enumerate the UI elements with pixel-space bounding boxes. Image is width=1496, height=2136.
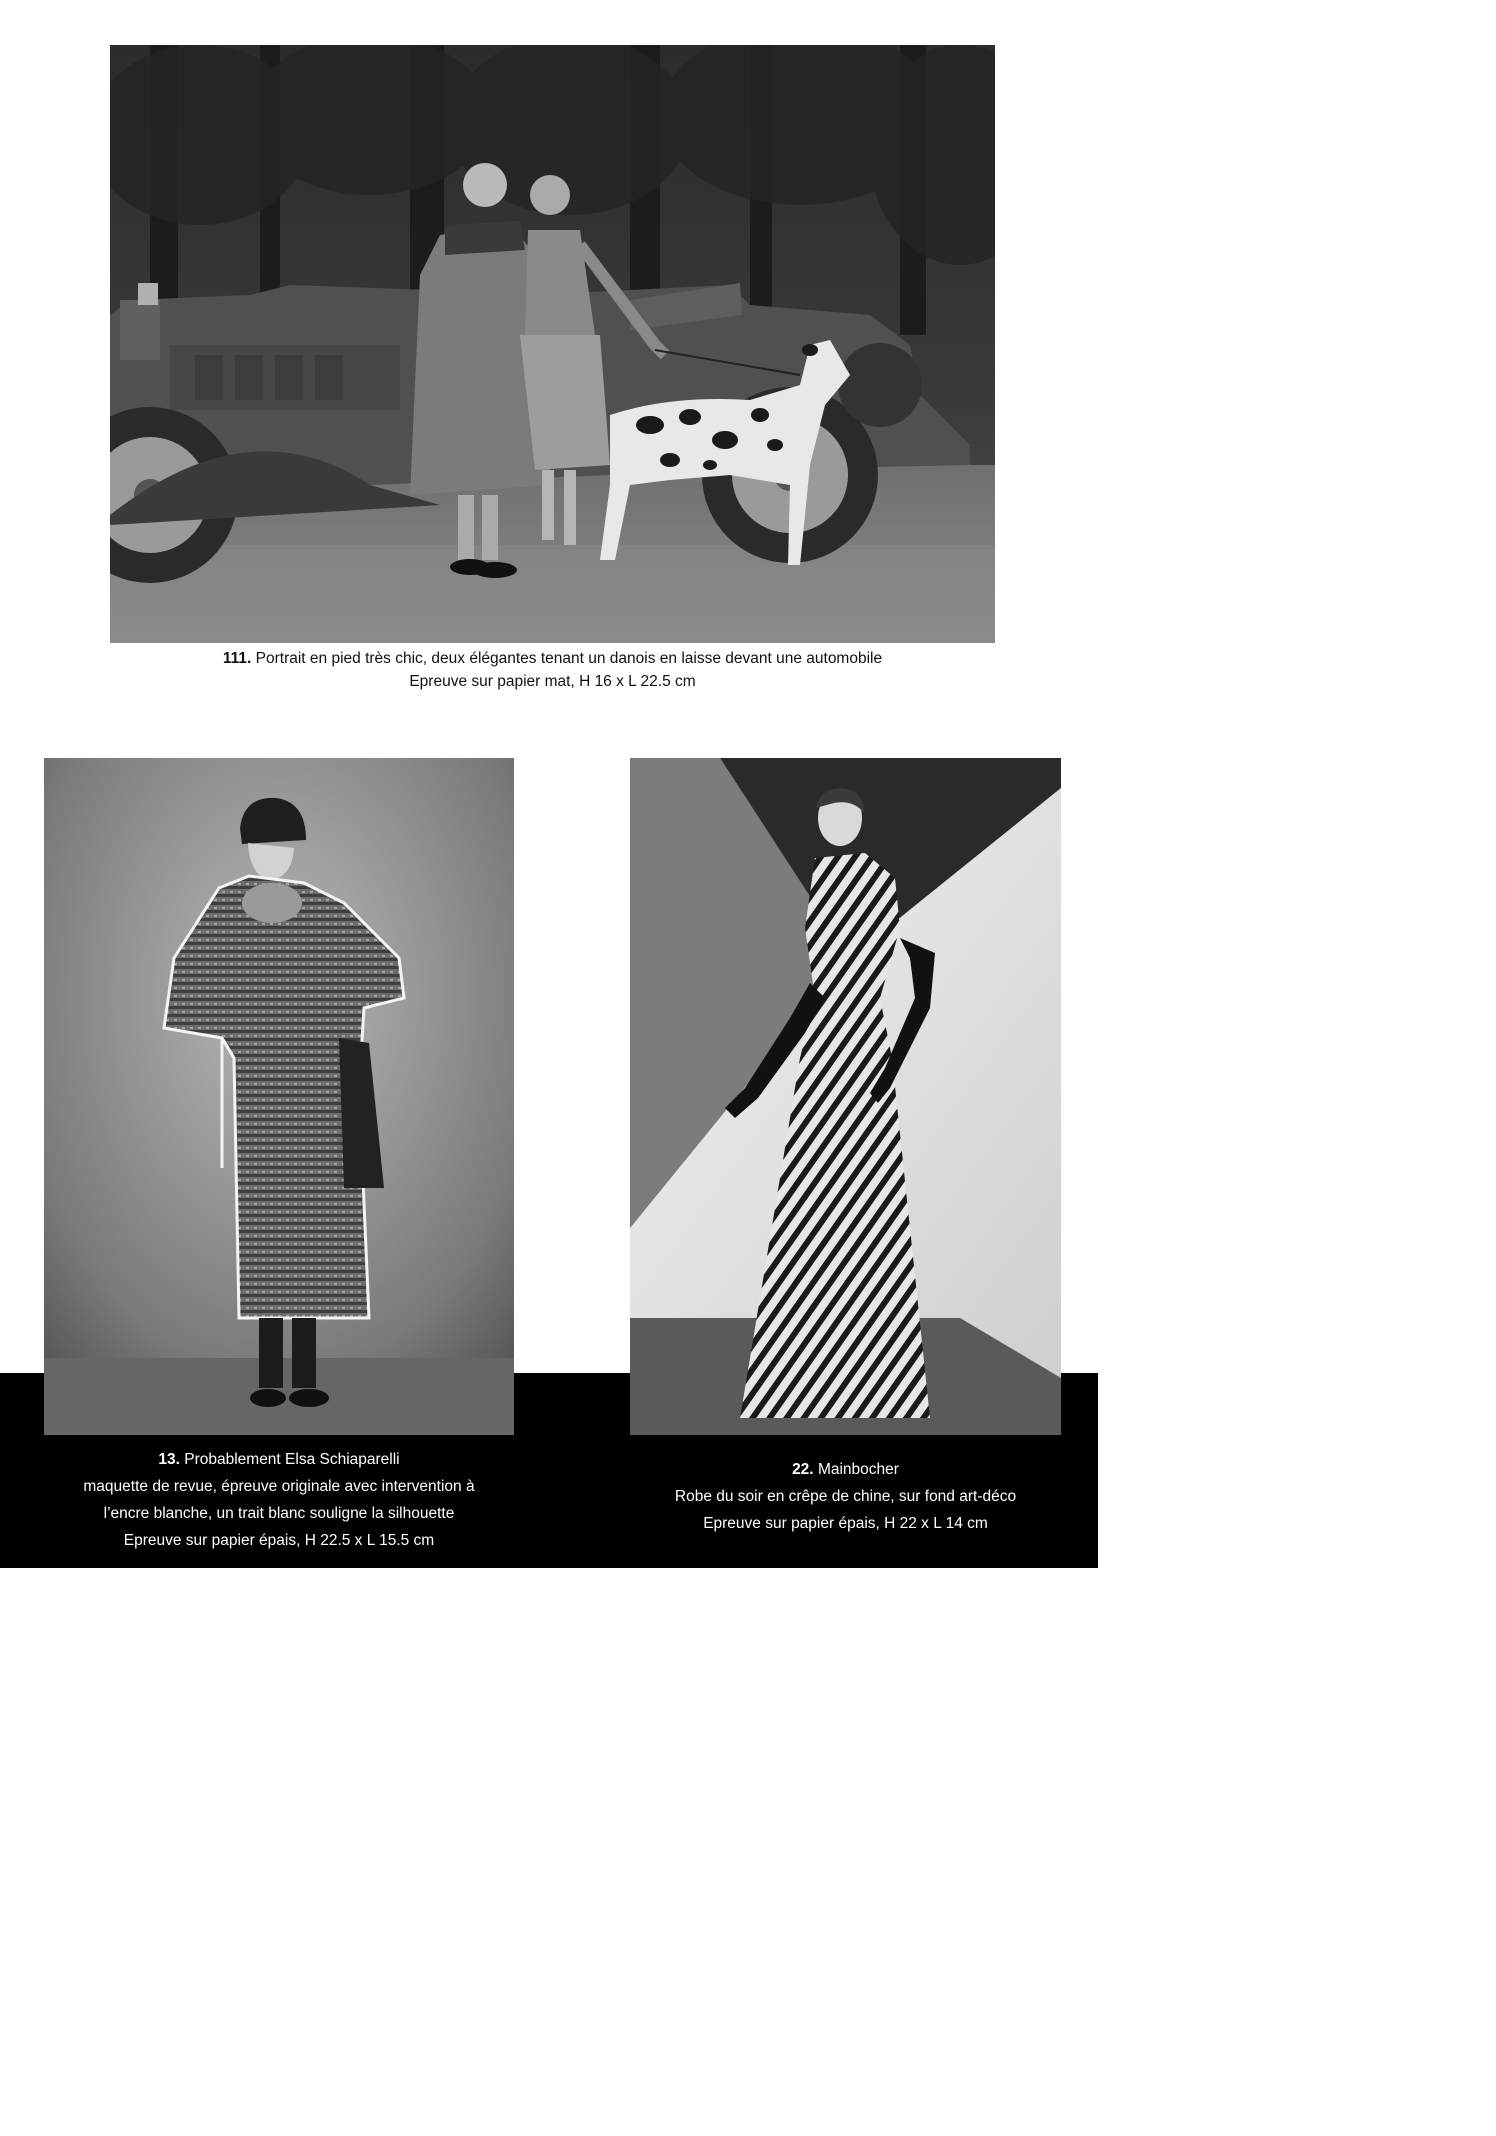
photo-111-car-and-dog (110, 45, 995, 643)
caption-111-title: Portrait en pied très chic, deux élégantes tenant un danois en laisse devant une automobile (255, 650, 883, 667)
caption-13-detail-2: l’encre blanche, un trait blanc souligne la silhouette (103, 1505, 455, 1522)
photo-111-image (110, 45, 995, 643)
caption-13-detail-1: maquette de revue, épreuve originale avec intervention à (83, 1478, 475, 1495)
caption-22-detail-2: Epreuve sur papier épais, H 22 x L 14 cm (703, 1515, 988, 1532)
caption-22 (616, 1456, 1075, 1537)
caption-13-title-line (30, 1446, 528, 1473)
caption-13 (30, 1446, 528, 1554)
caption-111 (110, 647, 995, 693)
photo-22-mainbocher (630, 758, 1061, 1435)
caption-13-detail-3: Epreuve sur papier épais, H 22.5 x L 15.5 cm (123, 1532, 435, 1549)
caption-111-number: 111. (222, 650, 252, 667)
photo-22-image (630, 758, 1061, 1435)
caption-22-title-line (616, 1456, 1075, 1483)
caption-13-title: Probablement Elsa Schiaparelli (184, 1451, 400, 1468)
caption-22-number: 22. (792, 1461, 814, 1478)
caption-22-title: Mainbocher (817, 1461, 899, 1478)
caption-22-detail-1: Robe du soir en crêpe de chine, sur fond art-déco (674, 1488, 1017, 1505)
caption-111-detail: Epreuve sur papier mat, H 16 x L 22.5 cm (409, 673, 696, 690)
caption-13-number: 13. (158, 1451, 180, 1468)
photo-13-schiaparelli (44, 758, 514, 1435)
photo-13-image (44, 758, 514, 1435)
caption-111-title-line (110, 647, 995, 670)
